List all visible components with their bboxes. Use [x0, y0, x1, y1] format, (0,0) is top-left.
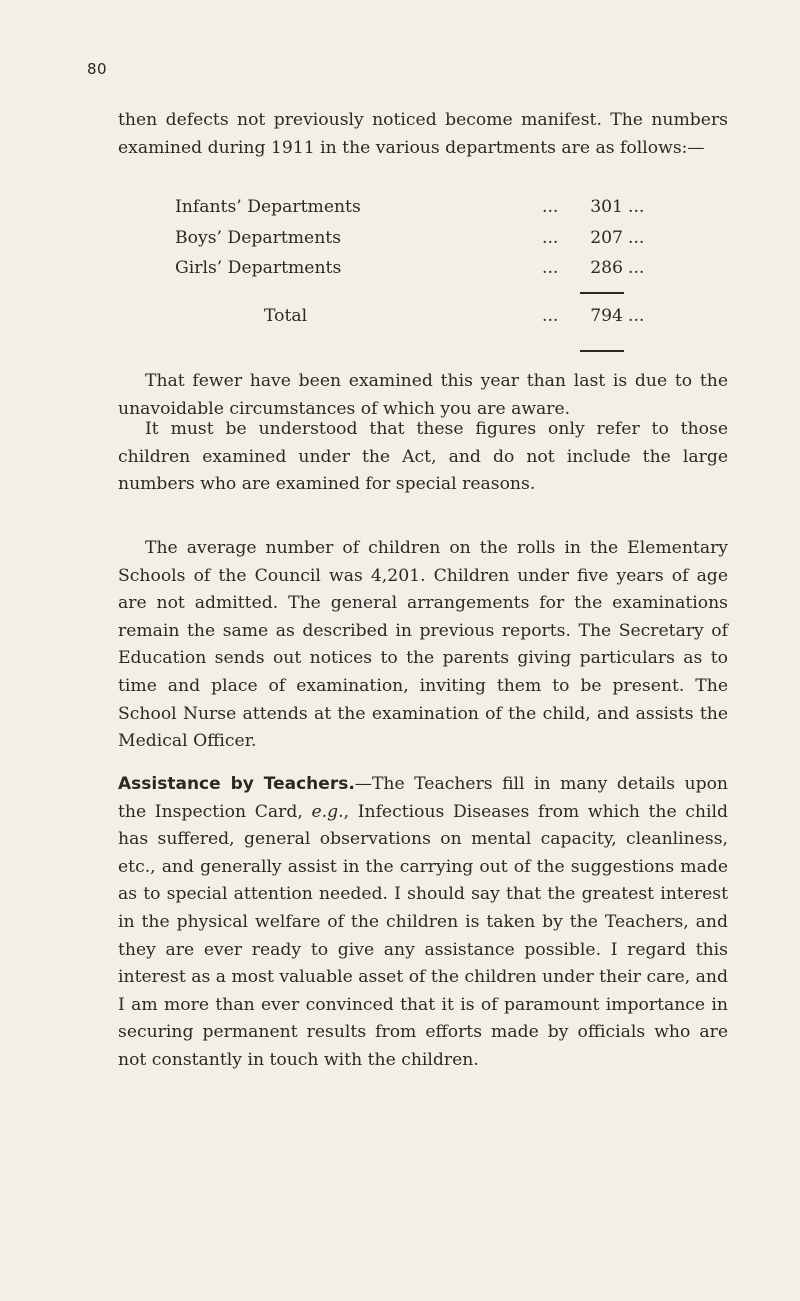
table-row: [118, 197, 728, 223]
assistance-text-continued: , Infectious Diseases from which the child has suffered, general observations on mental capacity, cleanliness, etc., and generally assist in the carrying out of the suggestions made as to special attention needed. I should say that the greatest interest in the physical welfare of the children is taken by the Teachers, and they are ever ready to give any assistance possible. I regard this interest as a most valuable asset of the children under their care, and I am more than ever convinced that it is of paramount importance in securing permanent results from efforts made by officials who are not constantly in touch with the children.: [118, 801, 728, 1070]
eg-abbreviation: e.g.: [311, 801, 344, 822]
leader-dots: ...: [628, 306, 645, 326]
assistance-text: —The Teachers fill in many details upon the Inspection Card,: [118, 774, 728, 822]
leader-dots: ...: [542, 228, 559, 248]
department-count: 286: [590, 258, 623, 278]
leader-dots: ...: [628, 258, 645, 278]
table-row: [118, 258, 728, 284]
total-label: Total: [264, 306, 308, 326]
leader-dots: ...: [628, 228, 645, 248]
table-row: [118, 228, 728, 254]
leader-dots: ...: [542, 306, 559, 326]
department-count: 207: [590, 228, 623, 248]
paragraph-average-number: The average number of children on the rolls in the Elementary Schools of the Council was 4,201. Children under five years of age are not admitted. The general arrangements for the examinations remain the same as described in previous reports. The Secretary of Education sends out notices to the parents giving particulars as to time and place of examination, inviting them to be present. The School Nurse attends at the examination of the child, and assists the Medical Officer.: [118, 538, 728, 752]
department-label: Infants’ Departments: [175, 197, 361, 217]
total-rule: [580, 350, 624, 352]
sum-rule: [580, 292, 624, 294]
department-count: 301: [590, 197, 623, 217]
page-number: 80: [87, 60, 108, 78]
leader-dots: ...: [542, 258, 559, 278]
section-heading: Assistance by Teachers.: [118, 774, 355, 794]
leader-dots: ...: [542, 197, 559, 217]
intro-paragraph: then defects not previously noticed become manifest. The numbers examined during 1911 in the various departments are as follows:—: [118, 110, 728, 158]
leader-dots: ...: [628, 197, 645, 217]
paragraph-fewer-examined: That fewer have been examined this year than last is due to the unavoidable circumstances of which you are aware.: [118, 371, 728, 419]
paragraph-figures-scope: It must be understood that these figures only refer to those children examined under the Act, and do not include the large numbers who are examined for special reasons.: [118, 419, 728, 495]
total-row: [118, 306, 728, 332]
department-label: Girls’ Departments: [175, 258, 342, 278]
paragraph-assistance-by-teachers: [118, 771, 728, 1075]
total-count: 794: [590, 306, 623, 326]
department-label: Boys’ Departments: [175, 228, 342, 248]
